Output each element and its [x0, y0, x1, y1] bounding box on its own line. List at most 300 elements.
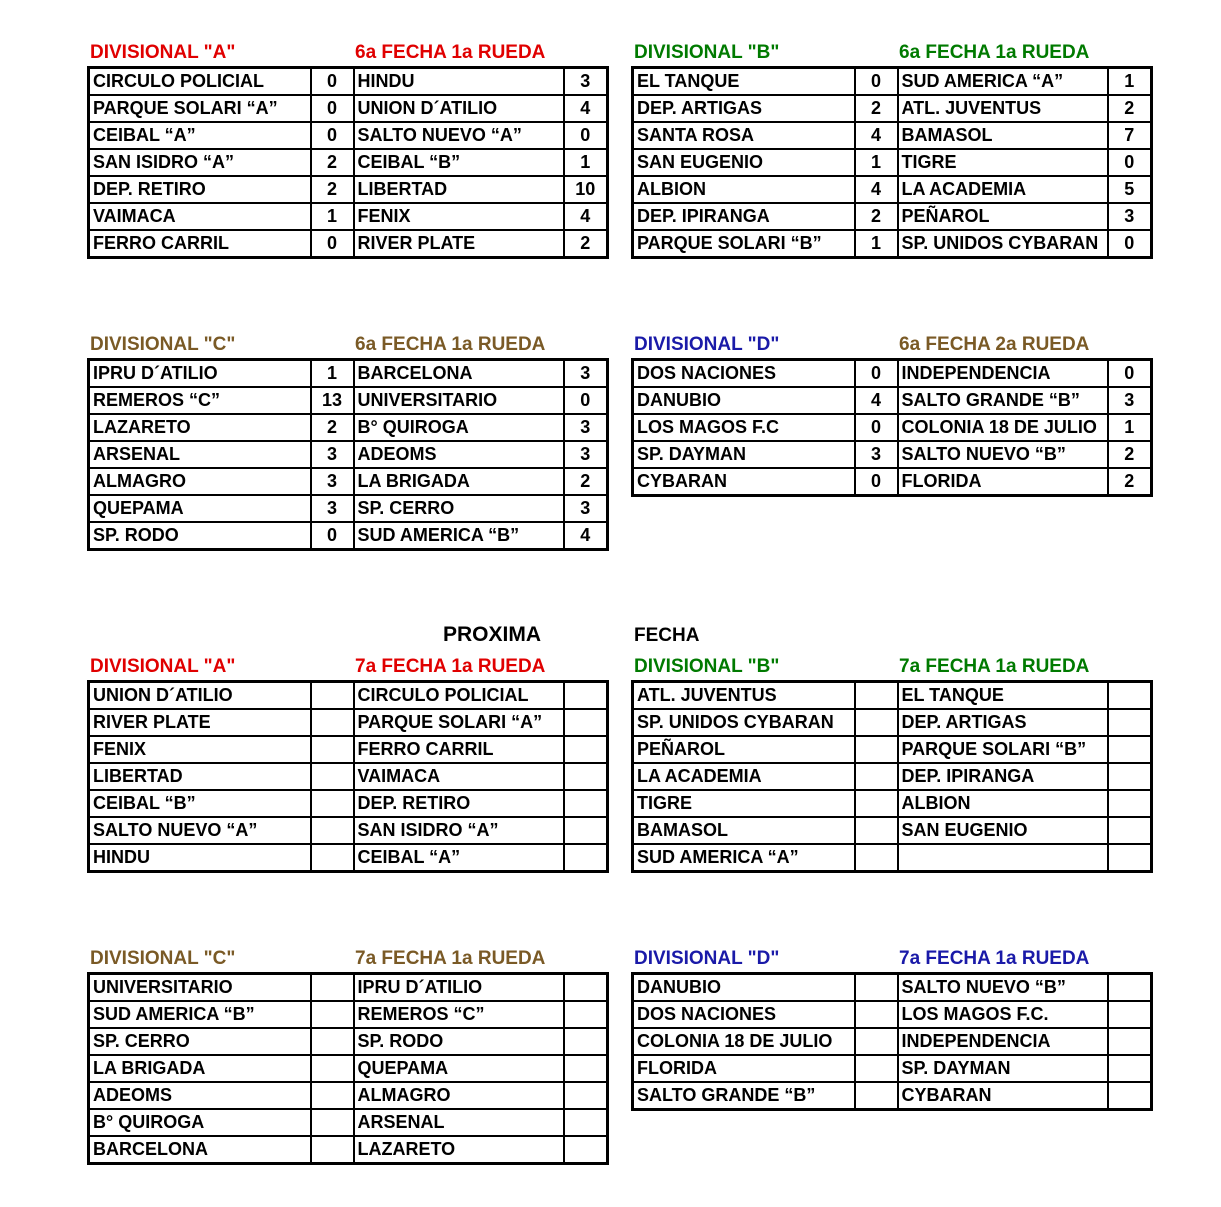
match-row — [89, 817, 608, 844]
home-score: 13 — [311, 387, 354, 414]
fecha-title: 7a FECHA 1a RUEDA — [355, 656, 546, 677]
match-row — [633, 230, 1152, 258]
match-row — [89, 974, 608, 1002]
away-team: QUEPAMA — [354, 1055, 564, 1082]
home-score: 4 — [855, 176, 898, 203]
home-team: PARQUE SOLARI “B” — [633, 230, 855, 258]
away-score: 2 — [564, 468, 608, 495]
home-score — [311, 763, 354, 790]
match-table — [87, 972, 609, 1165]
match-row — [633, 468, 1152, 496]
match-table — [631, 358, 1153, 497]
away-score: 3 — [1108, 387, 1152, 414]
home-team: LAZARETO — [89, 414, 311, 441]
home-score — [855, 790, 898, 817]
home-score — [311, 1136, 354, 1164]
away-team: DEP. ARTIGAS — [898, 709, 1108, 736]
home-team: HINDU — [89, 844, 311, 872]
home-team: B° QUIROGA — [89, 1109, 311, 1136]
match-row — [633, 203, 1152, 230]
match-row — [633, 817, 1152, 844]
home-score: 2 — [855, 95, 898, 122]
division-block — [87, 40, 606, 259]
home-team: VAIMACA — [89, 203, 311, 230]
away-score — [1108, 844, 1152, 872]
home-team: CYBARAN — [633, 468, 855, 496]
home-score: 0 — [855, 468, 898, 496]
fecha-title: 6a FECHA 1a RUEDA — [899, 42, 1090, 63]
home-score — [855, 1028, 898, 1055]
home-team: ADEOMS — [89, 1082, 311, 1109]
division-title: DIVISIONAL "A" — [90, 42, 236, 63]
match-row — [633, 790, 1152, 817]
home-team: LIBERTAD — [89, 763, 311, 790]
away-team: IPRU D´ATILIO — [354, 974, 564, 1002]
match-row — [89, 709, 608, 736]
away-score: 3 — [1108, 203, 1152, 230]
home-team: UNIVERSITARIO — [89, 974, 311, 1002]
match-row — [633, 1055, 1152, 1082]
match-row — [633, 844, 1152, 872]
division-block — [631, 654, 1150, 873]
fecha-title: 6a FECHA 2a RUEDA — [899, 334, 1090, 355]
away-team: SALTO NUEVO “A” — [354, 122, 564, 149]
home-team: COLONIA 18 DE JULIO — [633, 1028, 855, 1055]
match-row — [89, 230, 608, 258]
away-team: UNIVERSITARIO — [354, 387, 564, 414]
match-row — [89, 1001, 608, 1028]
home-team: DEP. IPIRANGA — [633, 203, 855, 230]
home-team: RIVER PLATE — [89, 709, 311, 736]
home-score — [855, 1001, 898, 1028]
away-score — [564, 1136, 608, 1164]
match-row — [89, 844, 608, 872]
away-score — [564, 844, 608, 872]
match-row — [89, 1082, 608, 1109]
home-team: EL TANQUE — [633, 68, 855, 96]
away-score: 3 — [564, 360, 608, 388]
home-team: UNION D´ATILIO — [89, 682, 311, 710]
away-team: LA ACADEMIA — [898, 176, 1108, 203]
away-score — [564, 736, 608, 763]
match-row — [633, 387, 1152, 414]
match-table — [87, 358, 609, 551]
home-score: 3 — [311, 468, 354, 495]
home-score: 0 — [855, 360, 898, 388]
away-score — [1108, 1001, 1152, 1028]
away-score — [1108, 1028, 1152, 1055]
match-row — [633, 974, 1152, 1002]
away-score — [564, 974, 608, 1002]
home-team: FERRO CARRIL — [89, 230, 311, 258]
home-team: SP. RODO — [89, 522, 311, 550]
away-team: FLORIDA — [898, 468, 1108, 496]
home-team: TIGRE — [633, 790, 855, 817]
away-team — [898, 844, 1108, 872]
away-team: LA BRIGADA — [354, 468, 564, 495]
away-team: CEIBAL “A” — [354, 844, 564, 872]
away-score — [564, 817, 608, 844]
division-block — [631, 40, 1150, 259]
away-score — [1108, 1082, 1152, 1110]
home-team: DEP. RETIRO — [89, 176, 311, 203]
away-team: INDEPENDENCIA — [898, 1028, 1108, 1055]
away-team: FENIX — [354, 203, 564, 230]
match-row — [89, 763, 608, 790]
division-header — [631, 40, 1150, 66]
proxima-label: PROXIMA — [443, 623, 542, 646]
home-score: 3 — [311, 441, 354, 468]
away-score: 2 — [1108, 95, 1152, 122]
away-score: 3 — [564, 441, 608, 468]
home-score: 0 — [311, 68, 354, 96]
away-team: DEP. RETIRO — [354, 790, 564, 817]
match-row — [633, 682, 1152, 710]
away-score — [1108, 817, 1152, 844]
home-score: 0 — [855, 68, 898, 96]
home-team: BAMASOL — [633, 817, 855, 844]
home-score: 4 — [855, 387, 898, 414]
home-score: 0 — [311, 122, 354, 149]
away-team: PARQUE SOLARI “A” — [354, 709, 564, 736]
division-title: DIVISIONAL "C" — [90, 948, 236, 969]
away-score: 5 — [1108, 176, 1152, 203]
proxima-fecha-label: FECHA — [634, 625, 700, 646]
away-score: 0 — [1108, 149, 1152, 176]
home-team: SANTA ROSA — [633, 122, 855, 149]
fecha-title: 6a FECHA 1a RUEDA — [355, 334, 546, 355]
away-team: SP. RODO — [354, 1028, 564, 1055]
home-team: ALMAGRO — [89, 468, 311, 495]
division-title: DIVISIONAL "D" — [634, 948, 780, 969]
home-team: DANUBIO — [633, 974, 855, 1002]
match-row — [633, 1001, 1152, 1028]
home-score — [855, 763, 898, 790]
match-row — [633, 763, 1152, 790]
division-header — [631, 332, 1150, 358]
home-score — [311, 709, 354, 736]
away-team: CIRCULO POLICIAL — [354, 682, 564, 710]
home-team: LA ACADEMIA — [633, 763, 855, 790]
home-team: LOS MAGOS F.C — [633, 414, 855, 441]
fecha-title: 7a FECHA 1a RUEDA — [899, 948, 1090, 969]
match-row — [89, 441, 608, 468]
match-row — [89, 790, 608, 817]
home-team: SUD AMERICA “B” — [89, 1001, 311, 1028]
home-score: 0 — [855, 414, 898, 441]
away-score: 4 — [564, 522, 608, 550]
away-team: ADEOMS — [354, 441, 564, 468]
away-score — [564, 1028, 608, 1055]
home-score — [311, 1001, 354, 1028]
away-team: LAZARETO — [354, 1136, 564, 1164]
away-team: EL TANQUE — [898, 682, 1108, 710]
match-row — [89, 203, 608, 230]
match-row — [89, 522, 608, 550]
away-team: CEIBAL “B” — [354, 149, 564, 176]
match-row — [89, 495, 608, 522]
division-header — [631, 946, 1150, 972]
away-team: LOS MAGOS F.C. — [898, 1001, 1108, 1028]
home-score: 1 — [855, 149, 898, 176]
away-team: SUD AMERICA “A” — [898, 68, 1108, 96]
match-row — [89, 387, 608, 414]
division-title: DIVISIONAL "A" — [90, 656, 236, 677]
away-score: 3 — [564, 495, 608, 522]
away-team: SALTO NUEVO “B” — [898, 441, 1108, 468]
match-row — [89, 1136, 608, 1164]
away-score: 1 — [564, 149, 608, 176]
home-team: FLORIDA — [633, 1055, 855, 1082]
match-row — [633, 414, 1152, 441]
match-table — [631, 66, 1153, 259]
match-table — [631, 972, 1153, 1111]
away-score — [1108, 763, 1152, 790]
home-score — [855, 682, 898, 710]
home-score — [311, 844, 354, 872]
home-team: ATL. JUVENTUS — [633, 682, 855, 710]
away-team: ARSENAL — [354, 1109, 564, 1136]
match-row — [633, 122, 1152, 149]
away-team: ALBION — [898, 790, 1108, 817]
match-row — [89, 1055, 608, 1082]
away-team: COLONIA 18 DE JULIO — [898, 414, 1108, 441]
away-team: B° QUIROGA — [354, 414, 564, 441]
match-row — [633, 149, 1152, 176]
away-score — [564, 682, 608, 710]
away-team: REMEROS “C” — [354, 1001, 564, 1028]
away-score: 0 — [564, 387, 608, 414]
division-header — [87, 40, 606, 66]
away-score — [1108, 682, 1152, 710]
away-team: SALTO GRANDE “B” — [898, 387, 1108, 414]
home-score: 4 — [855, 122, 898, 149]
home-score: 3 — [855, 441, 898, 468]
home-team: SALTO NUEVO “A” — [89, 817, 311, 844]
match-row — [633, 95, 1152, 122]
home-team: LA BRIGADA — [89, 1055, 311, 1082]
division-title: DIVISIONAL "B" — [634, 656, 780, 677]
home-score: 0 — [311, 522, 354, 550]
match-row — [633, 736, 1152, 763]
home-team: ARSENAL — [89, 441, 311, 468]
division-block — [631, 946, 1150, 1111]
away-team: SAN EUGENIO — [898, 817, 1108, 844]
home-score — [311, 1109, 354, 1136]
match-row — [633, 1028, 1152, 1055]
away-score — [564, 790, 608, 817]
away-team: CYBARAN — [898, 1082, 1108, 1110]
away-team: SAN ISIDRO “A” — [354, 817, 564, 844]
match-row — [633, 360, 1152, 388]
away-team: VAIMACA — [354, 763, 564, 790]
match-row — [89, 360, 608, 388]
away-score — [564, 1001, 608, 1028]
home-team: DOS NACIONES — [633, 360, 855, 388]
fecha-title: 7a FECHA 1a RUEDA — [899, 656, 1090, 677]
away-score: 7 — [1108, 122, 1152, 149]
away-team: BARCELONA — [354, 360, 564, 388]
away-score — [564, 763, 608, 790]
fecha-title: 7a FECHA 1a RUEDA — [355, 948, 546, 969]
match-row — [633, 709, 1152, 736]
home-score — [311, 1028, 354, 1055]
home-team: SP. CERRO — [89, 1028, 311, 1055]
home-team: SAN EUGENIO — [633, 149, 855, 176]
home-team: PEÑAROL — [633, 736, 855, 763]
away-team: PARQUE SOLARI “B” — [898, 736, 1108, 763]
away-team: DEP. IPIRANGA — [898, 763, 1108, 790]
match-row — [89, 468, 608, 495]
home-team: SUD AMERICA “A” — [633, 844, 855, 872]
home-score — [311, 974, 354, 1002]
match-row — [89, 1109, 608, 1136]
away-score: 2 — [1108, 468, 1152, 496]
match-table — [87, 680, 609, 873]
away-team: ATL. JUVENTUS — [898, 95, 1108, 122]
home-team: SP. DAYMAN — [633, 441, 855, 468]
match-row — [89, 1028, 608, 1055]
division-block — [87, 946, 606, 1165]
match-table — [87, 66, 609, 259]
away-score: 2 — [1108, 441, 1152, 468]
away-score: 2 — [564, 230, 608, 258]
home-score: 0 — [311, 230, 354, 258]
home-team: DEP. ARTIGAS — [633, 95, 855, 122]
home-score — [311, 736, 354, 763]
home-score — [855, 817, 898, 844]
home-score — [311, 1082, 354, 1109]
away-team: ALMAGRO — [354, 1082, 564, 1109]
home-team: CEIBAL “B” — [89, 790, 311, 817]
home-score: 1 — [311, 360, 354, 388]
home-score: 2 — [311, 176, 354, 203]
fecha-title: 6a FECHA 1a RUEDA — [355, 42, 546, 63]
match-row — [633, 441, 1152, 468]
division-block — [631, 332, 1150, 497]
away-score — [564, 1082, 608, 1109]
home-team: IPRU D´ATILIO — [89, 360, 311, 388]
away-score — [1108, 736, 1152, 763]
away-score — [564, 709, 608, 736]
home-score: 3 — [311, 495, 354, 522]
away-score — [1108, 790, 1152, 817]
home-team: SP. UNIDOS CYBARAN — [633, 709, 855, 736]
away-team: TIGRE — [898, 149, 1108, 176]
home-team: SALTO GRANDE “B” — [633, 1082, 855, 1110]
away-team: UNION D´ATILIO — [354, 95, 564, 122]
match-row — [89, 736, 608, 763]
home-score — [855, 1055, 898, 1082]
match-row — [89, 68, 608, 96]
away-score — [564, 1109, 608, 1136]
division-header — [631, 654, 1150, 680]
home-team: CIRCULO POLICIAL — [89, 68, 311, 96]
away-team: SP. CERRO — [354, 495, 564, 522]
home-score — [311, 790, 354, 817]
away-team: BAMASOL — [898, 122, 1108, 149]
home-team: SAN ISIDRO “A” — [89, 149, 311, 176]
division-header — [87, 654, 606, 680]
home-team: BARCELONA — [89, 1136, 311, 1164]
home-team: DANUBIO — [633, 387, 855, 414]
match-row — [89, 414, 608, 441]
match-row — [89, 682, 608, 710]
away-score: 0 — [1108, 230, 1152, 258]
division-block — [87, 654, 606, 873]
away-team: RIVER PLATE — [354, 230, 564, 258]
away-team: HINDU — [354, 68, 564, 96]
away-team: LIBERTAD — [354, 176, 564, 203]
home-score: 2 — [311, 149, 354, 176]
home-team: REMEROS “C” — [89, 387, 311, 414]
home-score — [311, 817, 354, 844]
home-score: 2 — [311, 414, 354, 441]
home-team: DOS NACIONES — [633, 1001, 855, 1028]
match-row — [633, 68, 1152, 96]
away-score: 1 — [1108, 414, 1152, 441]
division-header — [87, 332, 606, 358]
match-row — [89, 95, 608, 122]
match-table — [631, 680, 1153, 873]
away-team: SALTO NUEVO “B” — [898, 974, 1108, 1002]
division-header — [87, 946, 606, 972]
home-team: QUEPAMA — [89, 495, 311, 522]
away-team: SUD AMERICA “B” — [354, 522, 564, 550]
match-row — [89, 149, 608, 176]
match-row — [89, 176, 608, 203]
away-score: 0 — [564, 122, 608, 149]
away-score — [564, 1055, 608, 1082]
away-score: 0 — [1108, 360, 1152, 388]
home-score: 0 — [311, 95, 354, 122]
away-score: 10 — [564, 176, 608, 203]
division-block — [87, 332, 606, 551]
home-team: ALBION — [633, 176, 855, 203]
away-team: SP. DAYMAN — [898, 1055, 1108, 1082]
away-score — [1108, 1055, 1152, 1082]
away-team: SP. UNIDOS CYBARAN — [898, 230, 1108, 258]
home-team: CEIBAL “A” — [89, 122, 311, 149]
home-team: FENIX — [89, 736, 311, 763]
away-score — [1108, 709, 1152, 736]
away-team: PEÑAROL — [898, 203, 1108, 230]
away-score: 4 — [564, 203, 608, 230]
home-score — [855, 844, 898, 872]
division-title: DIVISIONAL "C" — [90, 334, 236, 355]
away-score — [1108, 974, 1152, 1002]
away-score: 1 — [1108, 68, 1152, 96]
away-score: 4 — [564, 95, 608, 122]
away-score: 3 — [564, 414, 608, 441]
home-score — [855, 974, 898, 1002]
home-score: 1 — [311, 203, 354, 230]
home-score — [855, 736, 898, 763]
home-score — [311, 1055, 354, 1082]
home-score — [311, 682, 354, 710]
away-team: FERRO CARRIL — [354, 736, 564, 763]
away-team: INDEPENDENCIA — [898, 360, 1108, 388]
home-score — [855, 1082, 898, 1110]
home-team: PARQUE SOLARI “A” — [89, 95, 311, 122]
home-score: 2 — [855, 203, 898, 230]
home-score: 1 — [855, 230, 898, 258]
home-score — [855, 709, 898, 736]
match-row — [89, 122, 608, 149]
away-score: 3 — [564, 68, 608, 96]
match-row — [633, 176, 1152, 203]
match-row — [633, 1082, 1152, 1110]
